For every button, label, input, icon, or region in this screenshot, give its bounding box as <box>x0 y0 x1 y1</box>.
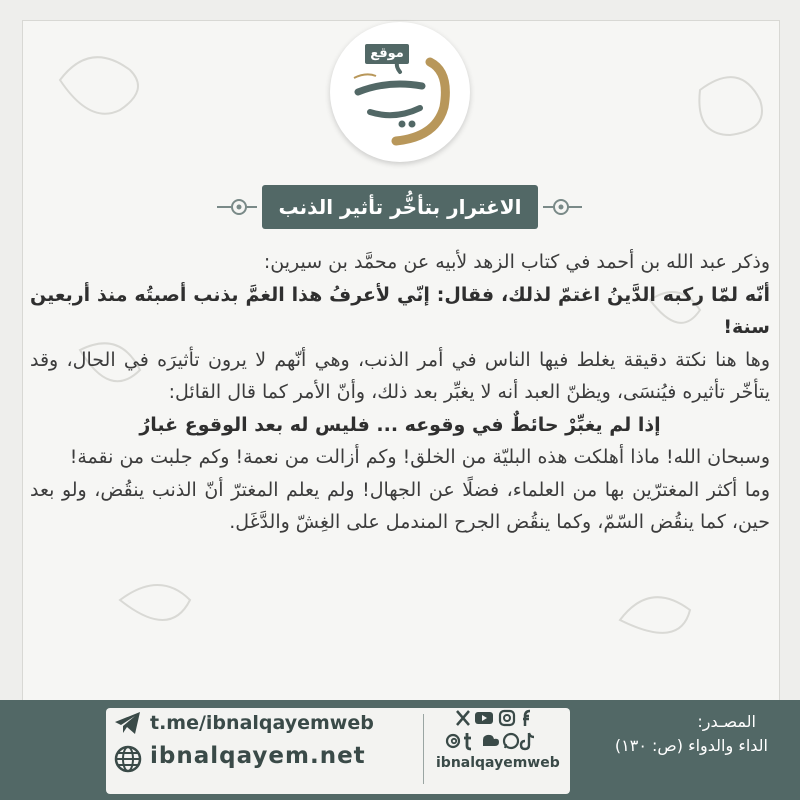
social-icons-row-1 <box>455 708 541 728</box>
logo-badge: موقع <box>365 44 409 64</box>
article-body <box>30 246 770 539</box>
page-title: الاغترار بتأخُّر تأثير الذنب <box>262 185 538 229</box>
paragraph-quote: أنّه لمّا ركبه الدَّينُ اغتمّ لذلك، فقال: إنّي لأعرفُ هذا الغمَّ بذنب أصبتُه منذ أربعين سنة! <box>30 283 770 338</box>
globe-icon[interactable] <box>113 744 143 774</box>
source-value: الداء والدواء (ص: ١٣٠) <box>614 736 768 755</box>
poetry-verse: إذا لم يغبِّرْ حائطٌ في وقوعه ... فليس له بعد الوقوع غبارُ <box>139 413 661 436</box>
social-handle[interactable]: ibnalqayemweb <box>436 755 560 771</box>
telegram-icon[interactable] <box>113 710 143 736</box>
tumblr-icon[interactable] <box>464 733 471 749</box>
site-logo <box>330 22 470 162</box>
paragraph-intro: وذكر عبد الله بن أحمد في كتاب الزهد لأبيه عن محمَّد بن سيرين: <box>263 251 770 273</box>
youtube-icon[interactable] <box>475 712 493 724</box>
soundcloud-icon[interactable] <box>477 735 499 746</box>
whatsapp-icon[interactable] <box>504 734 518 748</box>
threads-icon[interactable] <box>447 735 459 747</box>
ornament-left-icon <box>215 194 259 220</box>
footer-divider <box>423 714 424 784</box>
x-icon[interactable] <box>457 711 469 725</box>
social-icons-row-2 <box>445 730 555 752</box>
tiktok-icon[interactable] <box>521 733 534 749</box>
website-link[interactable]: ibnalqayem.net <box>150 743 366 769</box>
facebook-icon[interactable] <box>523 711 530 726</box>
paragraph-exclamation: وسبحان الله! ماذا أهلكت هذه البليّة من الخلق! وكم أزالت من نعمة! وكم جلبت من نقمة! <box>69 446 770 468</box>
telegram-link[interactable]: t.me/ibnalqayemweb <box>150 712 374 734</box>
source-label: المصـدر: <box>697 712 756 731</box>
paragraph-explanation: وها هنا نكتة دقيقة يغلط فيها الناس في أمر الذنب، وهي أنّهم لا يرون تأثيرَه في الحال، وقد يتأخّر تأثيره فيُنسَى، ويظنّ العبد أنه لا يغبِّر بعد ذلك، وأنّ الأمر كما قال القائل: <box>30 348 770 403</box>
instagram-icon[interactable] <box>500 711 514 725</box>
paragraph-conclusion: وما أكثر المغترّين بها من العلماء، فضلًا عن الجهال! ولم يعلم المغترّ أنّ الذنب ينقُض، ولو بعد حين، كما ينقُض السّمّ، وكما ينقُض الجرح المندمل على الغِشّ والدَّغَل. <box>30 478 770 533</box>
ornament-right-icon <box>541 194 585 220</box>
